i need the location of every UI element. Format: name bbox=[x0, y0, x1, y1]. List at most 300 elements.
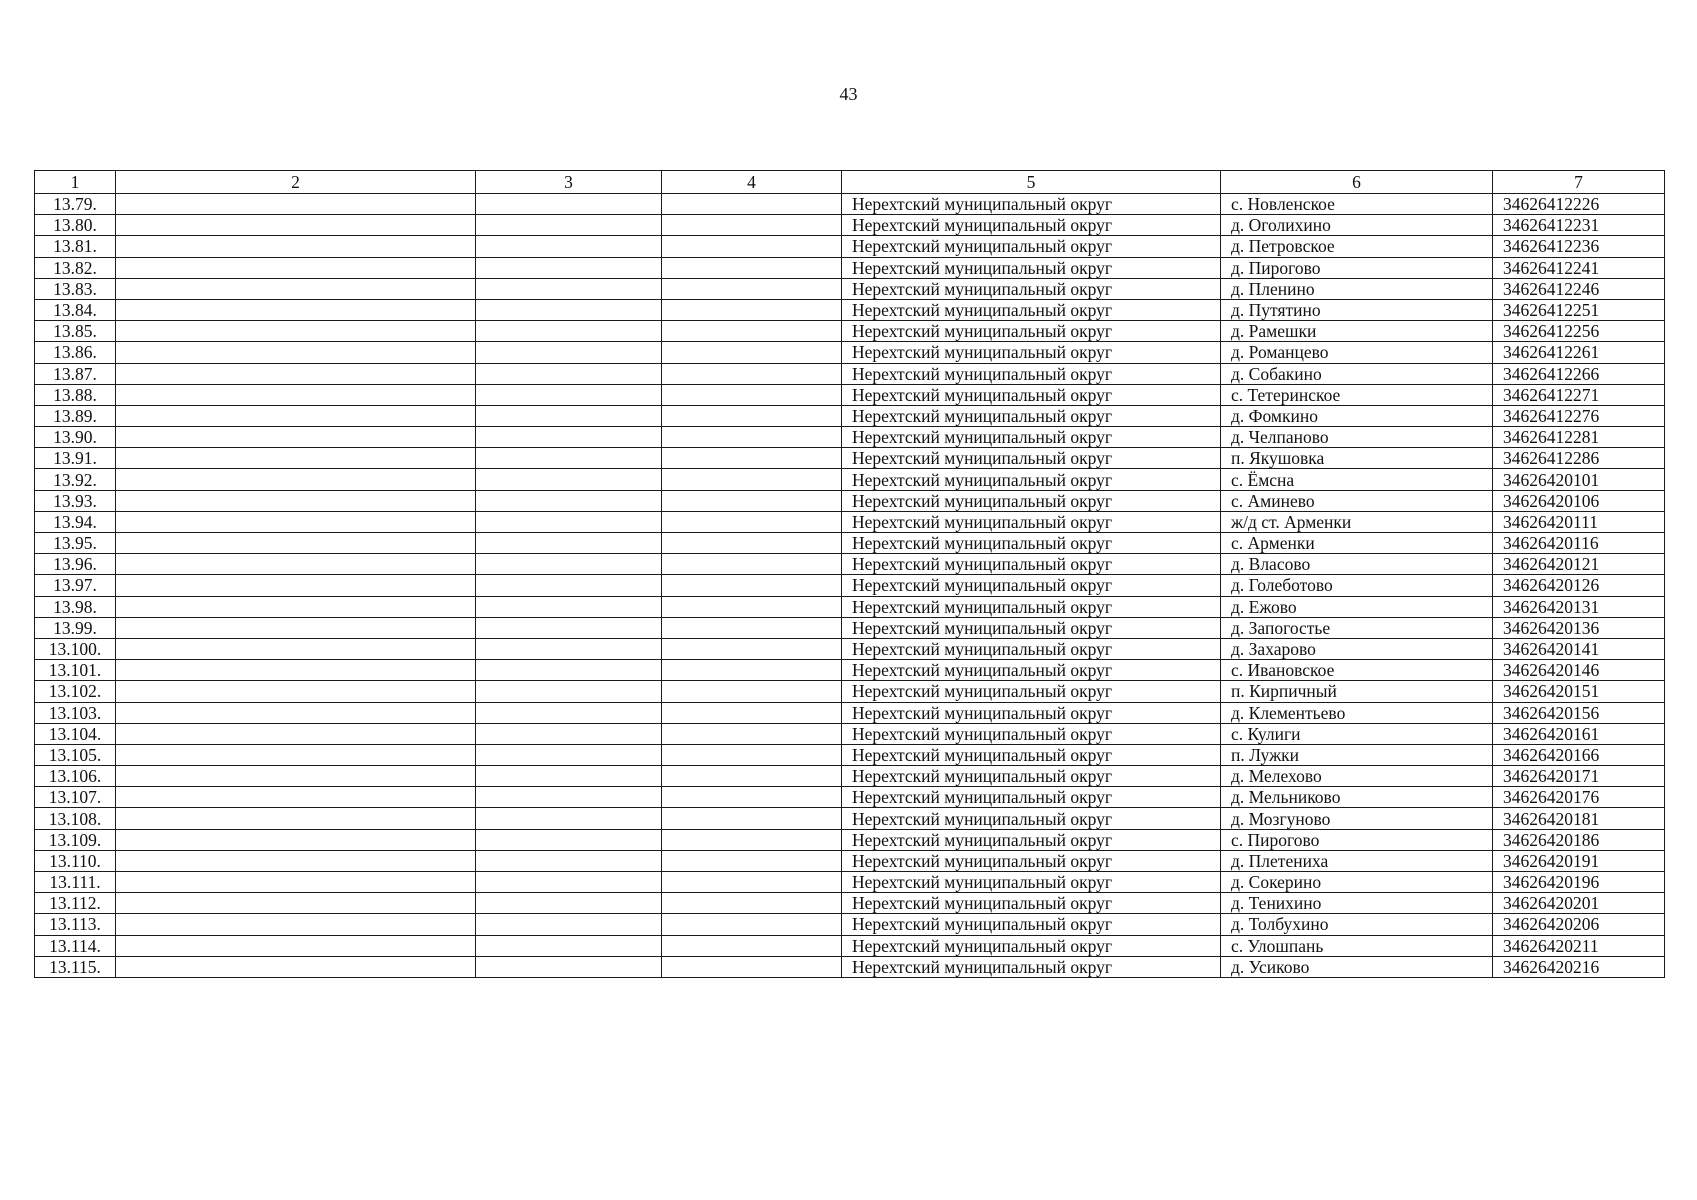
table-row bbox=[35, 935, 1665, 956]
column-3-cell bbox=[476, 384, 662, 405]
oktmo-code-cell: 34626420211 bbox=[1493, 935, 1665, 956]
oktmo-code-cell: 34626420101 bbox=[1493, 469, 1665, 490]
municipality-cell: Нерехтский муниципальный округ bbox=[842, 808, 1221, 829]
row-number-cell: 13.87. bbox=[35, 363, 116, 384]
oktmo-code-cell: 34626420171 bbox=[1493, 766, 1665, 787]
column-4-cell bbox=[662, 469, 842, 490]
municipality-cell: Нерехтский муниципальный округ bbox=[842, 427, 1221, 448]
municipality-cell: Нерехтский муниципальный округ bbox=[842, 787, 1221, 808]
table-row bbox=[35, 533, 1665, 554]
column-4-cell bbox=[662, 363, 842, 384]
settlement-cell: д. Сокерино bbox=[1221, 872, 1493, 893]
oktmo-code-cell: 34626420161 bbox=[1493, 723, 1665, 744]
settlement-cell: с. Ивановское bbox=[1221, 660, 1493, 681]
oktmo-code-cell: 34626420156 bbox=[1493, 702, 1665, 723]
municipality-cell: Нерехтский муниципальный округ bbox=[842, 321, 1221, 342]
column-4-cell bbox=[662, 194, 842, 215]
table-row bbox=[35, 766, 1665, 787]
column-3-cell bbox=[476, 405, 662, 426]
municipality-cell: Нерехтский муниципальный округ bbox=[842, 893, 1221, 914]
column-4-cell bbox=[662, 321, 842, 342]
column-2-cell bbox=[116, 935, 476, 956]
column-3-cell bbox=[476, 850, 662, 871]
oktmo-code-cell: 34626412236 bbox=[1493, 236, 1665, 257]
table-row bbox=[35, 596, 1665, 617]
municipality-cell: Нерехтский муниципальный округ bbox=[842, 596, 1221, 617]
row-number-cell: 13.114. bbox=[35, 935, 116, 956]
municipality-cell: Нерехтский муниципальный округ bbox=[842, 257, 1221, 278]
column-3-cell bbox=[476, 617, 662, 638]
municipality-cell: Нерехтский муниципальный округ bbox=[842, 935, 1221, 956]
column-3-cell bbox=[476, 766, 662, 787]
row-number-cell: 13.84. bbox=[35, 299, 116, 320]
municipality-cell: Нерехтский муниципальный округ bbox=[842, 575, 1221, 596]
column-3-cell bbox=[476, 660, 662, 681]
column-4-cell bbox=[662, 893, 842, 914]
oktmo-code-cell: 34626420116 bbox=[1493, 533, 1665, 554]
column-2-cell bbox=[116, 956, 476, 977]
oktmo-code-cell: 34626412261 bbox=[1493, 342, 1665, 363]
table-row bbox=[35, 893, 1665, 914]
column-2-cell bbox=[116, 363, 476, 384]
row-number-cell: 13.115. bbox=[35, 956, 116, 977]
table-row bbox=[35, 660, 1665, 681]
column-2-cell bbox=[116, 448, 476, 469]
oktmo-code-cell: 34626420151 bbox=[1493, 681, 1665, 702]
row-number-cell: 13.91. bbox=[35, 448, 116, 469]
municipality-cell: Нерехтский муниципальный округ bbox=[842, 533, 1221, 554]
settlement-cell: д. Оголихино bbox=[1221, 215, 1493, 236]
settlement-cell: д. Клементьево bbox=[1221, 702, 1493, 723]
oktmo-code-cell: 34626420201 bbox=[1493, 893, 1665, 914]
column-4-cell bbox=[662, 829, 842, 850]
table-row bbox=[35, 363, 1665, 384]
settlement-cell: д. Рамешки bbox=[1221, 321, 1493, 342]
oktmo-code-cell: 34626412246 bbox=[1493, 278, 1665, 299]
column-header: 6 bbox=[1221, 171, 1493, 194]
settlement-cell: д. Путятино bbox=[1221, 299, 1493, 320]
municipality-cell: Нерехтский муниципальный округ bbox=[842, 194, 1221, 215]
column-4-cell bbox=[662, 575, 842, 596]
row-number-cell: 13.101. bbox=[35, 660, 116, 681]
row-number-cell: 13.112. bbox=[35, 893, 116, 914]
column-2-cell bbox=[116, 278, 476, 299]
oktmo-code-cell: 34626412281 bbox=[1493, 427, 1665, 448]
municipality-cell: Нерехтский муниципальный округ bbox=[842, 384, 1221, 405]
municipality-cell: Нерехтский муниципальный округ bbox=[842, 342, 1221, 363]
column-3-cell bbox=[476, 956, 662, 977]
data-table bbox=[34, 170, 1665, 978]
column-3-cell bbox=[476, 893, 662, 914]
oktmo-code-cell: 34626420126 bbox=[1493, 575, 1665, 596]
oktmo-code-cell: 34626420206 bbox=[1493, 914, 1665, 935]
column-3-cell bbox=[476, 511, 662, 532]
settlement-cell: д. Толбухино bbox=[1221, 914, 1493, 935]
settlement-cell: с. Арменки bbox=[1221, 533, 1493, 554]
column-3-cell bbox=[476, 554, 662, 575]
table-row bbox=[35, 215, 1665, 236]
column-2-cell bbox=[116, 893, 476, 914]
settlement-cell: д. Плетениха bbox=[1221, 850, 1493, 871]
oktmo-code-cell: 34626412241 bbox=[1493, 257, 1665, 278]
oktmo-code-cell: 34626412271 bbox=[1493, 384, 1665, 405]
column-2-cell bbox=[116, 554, 476, 575]
settlement-cell: д. Собакино bbox=[1221, 363, 1493, 384]
column-2-cell bbox=[116, 914, 476, 935]
column-4-cell bbox=[662, 808, 842, 829]
oktmo-code-cell: 34626420136 bbox=[1493, 617, 1665, 638]
municipality-cell: Нерехтский муниципальный округ bbox=[842, 914, 1221, 935]
oktmo-code-cell: 34626412266 bbox=[1493, 363, 1665, 384]
column-3-cell bbox=[476, 681, 662, 702]
column-2-cell bbox=[116, 575, 476, 596]
column-4-cell bbox=[662, 956, 842, 977]
settlement-cell: с. Аминево bbox=[1221, 490, 1493, 511]
municipality-cell: Нерехтский муниципальный округ bbox=[842, 723, 1221, 744]
column-4-cell bbox=[662, 236, 842, 257]
row-number-cell: 13.79. bbox=[35, 194, 116, 215]
column-3-cell bbox=[476, 872, 662, 893]
column-4-cell bbox=[662, 427, 842, 448]
table-row bbox=[35, 342, 1665, 363]
column-3-cell bbox=[476, 914, 662, 935]
municipality-cell: Нерехтский муниципальный округ bbox=[842, 215, 1221, 236]
row-number-cell: 13.97. bbox=[35, 575, 116, 596]
column-2-cell bbox=[116, 681, 476, 702]
oktmo-code-cell: 34626412256 bbox=[1493, 321, 1665, 342]
settlement-cell: д. Мельниково bbox=[1221, 787, 1493, 808]
municipality-cell: Нерехтский муниципальный округ bbox=[842, 617, 1221, 638]
oktmo-code-cell: 34626420166 bbox=[1493, 744, 1665, 765]
column-3-cell bbox=[476, 342, 662, 363]
oktmo-code-cell: 34626420121 bbox=[1493, 554, 1665, 575]
settlement-cell: д. Захарово bbox=[1221, 638, 1493, 659]
column-3-cell bbox=[476, 533, 662, 554]
settlement-cell: д. Тенихино bbox=[1221, 893, 1493, 914]
municipality-cell: Нерехтский муниципальный округ bbox=[842, 236, 1221, 257]
column-2-cell bbox=[116, 469, 476, 490]
column-2-cell bbox=[116, 427, 476, 448]
settlement-cell: с. Тетеринское bbox=[1221, 384, 1493, 405]
row-number-cell: 13.88. bbox=[35, 384, 116, 405]
table-row bbox=[35, 490, 1665, 511]
settlement-cell: д. Мелехово bbox=[1221, 766, 1493, 787]
table-row bbox=[35, 744, 1665, 765]
column-header: 1 bbox=[35, 171, 116, 194]
table-row bbox=[35, 956, 1665, 977]
table-row bbox=[35, 829, 1665, 850]
table-row bbox=[35, 808, 1665, 829]
municipality-cell: Нерехтский муниципальный округ bbox=[842, 363, 1221, 384]
municipality-cell: Нерехтский муниципальный округ bbox=[842, 511, 1221, 532]
column-3-cell bbox=[476, 215, 662, 236]
column-3-cell bbox=[476, 638, 662, 659]
row-number-cell: 13.106. bbox=[35, 766, 116, 787]
column-4-cell bbox=[662, 342, 842, 363]
row-number-cell: 13.109. bbox=[35, 829, 116, 850]
settlement-cell: д. Запогостье bbox=[1221, 617, 1493, 638]
table-row bbox=[35, 194, 1665, 215]
column-2-cell bbox=[116, 236, 476, 257]
row-number-cell: 13.102. bbox=[35, 681, 116, 702]
oktmo-code-cell: 34626420146 bbox=[1493, 660, 1665, 681]
municipality-cell: Нерехтский муниципальный округ bbox=[842, 829, 1221, 850]
settlement-cell: с. Новленское bbox=[1221, 194, 1493, 215]
table-row bbox=[35, 723, 1665, 744]
oktmo-code-cell: 34626420176 bbox=[1493, 787, 1665, 808]
column-2-cell bbox=[116, 850, 476, 871]
column-2-cell bbox=[116, 596, 476, 617]
municipality-cell: Нерехтский муниципальный округ bbox=[842, 850, 1221, 871]
column-3-cell bbox=[476, 723, 662, 744]
column-4-cell bbox=[662, 660, 842, 681]
oktmo-code-cell: 34626420216 bbox=[1493, 956, 1665, 977]
settlement-cell: д. Власово bbox=[1221, 554, 1493, 575]
column-2-cell bbox=[116, 766, 476, 787]
row-number-cell: 13.82. bbox=[35, 257, 116, 278]
table-row bbox=[35, 511, 1665, 532]
settlement-cell: д. Пленино bbox=[1221, 278, 1493, 299]
settlement-cell: п. Лужки bbox=[1221, 744, 1493, 765]
column-header: 5 bbox=[842, 171, 1221, 194]
column-3-cell bbox=[476, 702, 662, 723]
row-number-cell: 13.94. bbox=[35, 511, 116, 532]
row-number-cell: 13.108. bbox=[35, 808, 116, 829]
column-4-cell bbox=[662, 638, 842, 659]
municipality-cell: Нерехтский муниципальный округ bbox=[842, 299, 1221, 320]
row-number-cell: 13.93. bbox=[35, 490, 116, 511]
column-3-cell bbox=[476, 490, 662, 511]
column-4-cell bbox=[662, 215, 842, 236]
column-header: 3 bbox=[476, 171, 662, 194]
column-4-cell bbox=[662, 681, 842, 702]
municipality-cell: Нерехтский муниципальный округ bbox=[842, 744, 1221, 765]
table-row bbox=[35, 914, 1665, 935]
row-number-cell: 13.90. bbox=[35, 427, 116, 448]
column-2-cell bbox=[116, 638, 476, 659]
row-number-cell: 13.103. bbox=[35, 702, 116, 723]
column-3-cell bbox=[476, 787, 662, 808]
column-2-cell bbox=[116, 829, 476, 850]
table-row bbox=[35, 384, 1665, 405]
settlement-cell: п. Кирпичный bbox=[1221, 681, 1493, 702]
table-row bbox=[35, 299, 1665, 320]
settlement-cell: ж/д ст. Арменки bbox=[1221, 511, 1493, 532]
column-header: 2 bbox=[116, 171, 476, 194]
row-number-cell: 13.107. bbox=[35, 787, 116, 808]
oktmo-code-cell: 34626420141 bbox=[1493, 638, 1665, 659]
column-3-cell bbox=[476, 194, 662, 215]
column-2-cell bbox=[116, 660, 476, 681]
column-2-cell bbox=[116, 490, 476, 511]
municipality-cell: Нерехтский муниципальный округ bbox=[842, 872, 1221, 893]
column-4-cell bbox=[662, 511, 842, 532]
table-row bbox=[35, 575, 1665, 596]
row-number-cell: 13.96. bbox=[35, 554, 116, 575]
table-header-row bbox=[35, 171, 1665, 194]
column-4-cell bbox=[662, 723, 842, 744]
municipality-cell: Нерехтский муниципальный округ bbox=[842, 638, 1221, 659]
oktmo-code-cell: 34626420106 bbox=[1493, 490, 1665, 511]
table-body bbox=[35, 194, 1665, 978]
table-row bbox=[35, 702, 1665, 723]
column-2-cell bbox=[116, 215, 476, 236]
municipality-cell: Нерехтский муниципальный округ bbox=[842, 766, 1221, 787]
row-number-cell: 13.104. bbox=[35, 723, 116, 744]
column-4-cell bbox=[662, 448, 842, 469]
municipality-cell: Нерехтский муниципальный округ bbox=[842, 702, 1221, 723]
oktmo-code-cell: 34626412276 bbox=[1493, 405, 1665, 426]
table-row bbox=[35, 638, 1665, 659]
table-row bbox=[35, 681, 1665, 702]
table-row bbox=[35, 427, 1665, 448]
settlement-cell: с. Кулиги bbox=[1221, 723, 1493, 744]
row-number-cell: 13.81. bbox=[35, 236, 116, 257]
settlement-cell: п. Якушовка bbox=[1221, 448, 1493, 469]
municipality-cell: Нерехтский муниципальный округ bbox=[842, 490, 1221, 511]
column-4-cell bbox=[662, 533, 842, 554]
settlement-cell: с. Улошпань bbox=[1221, 935, 1493, 956]
column-3-cell bbox=[476, 363, 662, 384]
column-4-cell bbox=[662, 299, 842, 320]
oktmo-code-cell: 34626412231 bbox=[1493, 215, 1665, 236]
column-2-cell bbox=[116, 511, 476, 532]
settlement-cell: д. Голеботово bbox=[1221, 575, 1493, 596]
column-4-cell bbox=[662, 596, 842, 617]
column-4-cell bbox=[662, 554, 842, 575]
column-3-cell bbox=[476, 427, 662, 448]
column-3-cell bbox=[476, 321, 662, 342]
oktmo-code-cell: 34626420131 bbox=[1493, 596, 1665, 617]
row-number-cell: 13.111. bbox=[35, 872, 116, 893]
oktmo-code-cell: 34626420181 bbox=[1493, 808, 1665, 829]
column-4-cell bbox=[662, 914, 842, 935]
column-4-cell bbox=[662, 872, 842, 893]
column-4-cell bbox=[662, 257, 842, 278]
column-3-cell bbox=[476, 236, 662, 257]
column-2-cell bbox=[116, 872, 476, 893]
column-header: 7 bbox=[1493, 171, 1665, 194]
column-3-cell bbox=[476, 575, 662, 596]
column-2-cell bbox=[116, 744, 476, 765]
settlement-cell: д. Мозгуново bbox=[1221, 808, 1493, 829]
column-3-cell bbox=[476, 448, 662, 469]
settlement-cell: с. Ёмсна bbox=[1221, 469, 1493, 490]
row-number-cell: 13.83. bbox=[35, 278, 116, 299]
settlement-cell: д. Челпаново bbox=[1221, 427, 1493, 448]
row-number-cell: 13.92. bbox=[35, 469, 116, 490]
page-number: 43 bbox=[839, 84, 858, 104]
row-number-cell: 13.98. bbox=[35, 596, 116, 617]
municipality-cell: Нерехтский муниципальный округ bbox=[842, 554, 1221, 575]
column-3-cell bbox=[476, 829, 662, 850]
table-row bbox=[35, 872, 1665, 893]
column-2-cell bbox=[116, 405, 476, 426]
row-number-cell: 13.89. bbox=[35, 405, 116, 426]
column-4-cell bbox=[662, 766, 842, 787]
table-row bbox=[35, 554, 1665, 575]
column-4-cell bbox=[662, 405, 842, 426]
row-number-cell: 13.110. bbox=[35, 850, 116, 871]
column-3-cell bbox=[476, 299, 662, 320]
column-header: 4 bbox=[662, 171, 842, 194]
settlement-cell: д. Романцево bbox=[1221, 342, 1493, 363]
oktmo-code-cell: 34626420111 bbox=[1493, 511, 1665, 532]
municipality-cell: Нерехтский муниципальный округ bbox=[842, 448, 1221, 469]
column-2-cell bbox=[116, 702, 476, 723]
column-2-cell bbox=[116, 321, 476, 342]
table-row bbox=[35, 787, 1665, 808]
row-number-cell: 13.86. bbox=[35, 342, 116, 363]
column-4-cell bbox=[662, 702, 842, 723]
column-2-cell bbox=[116, 299, 476, 320]
column-4-cell bbox=[662, 850, 842, 871]
settlement-cell: д. Фомкино bbox=[1221, 405, 1493, 426]
row-number-cell: 13.95. bbox=[35, 533, 116, 554]
table-row bbox=[35, 278, 1665, 299]
column-3-cell bbox=[476, 935, 662, 956]
column-3-cell bbox=[476, 744, 662, 765]
row-number-cell: 13.80. bbox=[35, 215, 116, 236]
column-3-cell bbox=[476, 596, 662, 617]
table-row bbox=[35, 850, 1665, 871]
oktmo-code-cell: 34626420191 bbox=[1493, 850, 1665, 871]
column-2-cell bbox=[116, 257, 476, 278]
table-row bbox=[35, 321, 1665, 342]
municipality-cell: Нерехтский муниципальный округ bbox=[842, 405, 1221, 426]
settlement-cell: с. Пирогово bbox=[1221, 829, 1493, 850]
oktmo-code-cell: 34626412226 bbox=[1493, 194, 1665, 215]
row-number-cell: 13.99. bbox=[35, 617, 116, 638]
column-2-cell bbox=[116, 342, 476, 363]
column-4-cell bbox=[662, 935, 842, 956]
table-row bbox=[35, 236, 1665, 257]
oktmo-code-cell: 34626412251 bbox=[1493, 299, 1665, 320]
settlement-cell: д. Ежово bbox=[1221, 596, 1493, 617]
column-3-cell bbox=[476, 257, 662, 278]
column-2-cell bbox=[116, 617, 476, 638]
row-number-cell: 13.105. bbox=[35, 744, 116, 765]
column-2-cell bbox=[116, 194, 476, 215]
oktmo-code-cell: 34626420196 bbox=[1493, 872, 1665, 893]
table-row bbox=[35, 448, 1665, 469]
table-row bbox=[35, 617, 1665, 638]
settlement-cell: д. Пирогово bbox=[1221, 257, 1493, 278]
column-4-cell bbox=[662, 744, 842, 765]
table-row bbox=[35, 257, 1665, 278]
municipality-cell: Нерехтский муниципальный округ bbox=[842, 660, 1221, 681]
row-number-cell: 13.113. bbox=[35, 914, 116, 935]
municipality-cell: Нерехтский муниципальный округ bbox=[842, 469, 1221, 490]
column-2-cell bbox=[116, 384, 476, 405]
settlement-cell: д. Усиково bbox=[1221, 956, 1493, 977]
row-number-cell: 13.85. bbox=[35, 321, 116, 342]
municipality-cell: Нерехтский муниципальный округ bbox=[842, 956, 1221, 977]
column-3-cell bbox=[476, 278, 662, 299]
column-4-cell bbox=[662, 384, 842, 405]
table-row bbox=[35, 405, 1665, 426]
column-2-cell bbox=[116, 533, 476, 554]
column-4-cell bbox=[662, 787, 842, 808]
column-3-cell bbox=[476, 808, 662, 829]
oktmo-code-cell: 34626420186 bbox=[1493, 829, 1665, 850]
oktmo-code-cell: 34626412286 bbox=[1493, 448, 1665, 469]
column-2-cell bbox=[116, 808, 476, 829]
column-4-cell bbox=[662, 490, 842, 511]
row-number-cell: 13.100. bbox=[35, 638, 116, 659]
column-3-cell bbox=[476, 469, 662, 490]
municipality-cell: Нерехтский муниципальный округ bbox=[842, 278, 1221, 299]
